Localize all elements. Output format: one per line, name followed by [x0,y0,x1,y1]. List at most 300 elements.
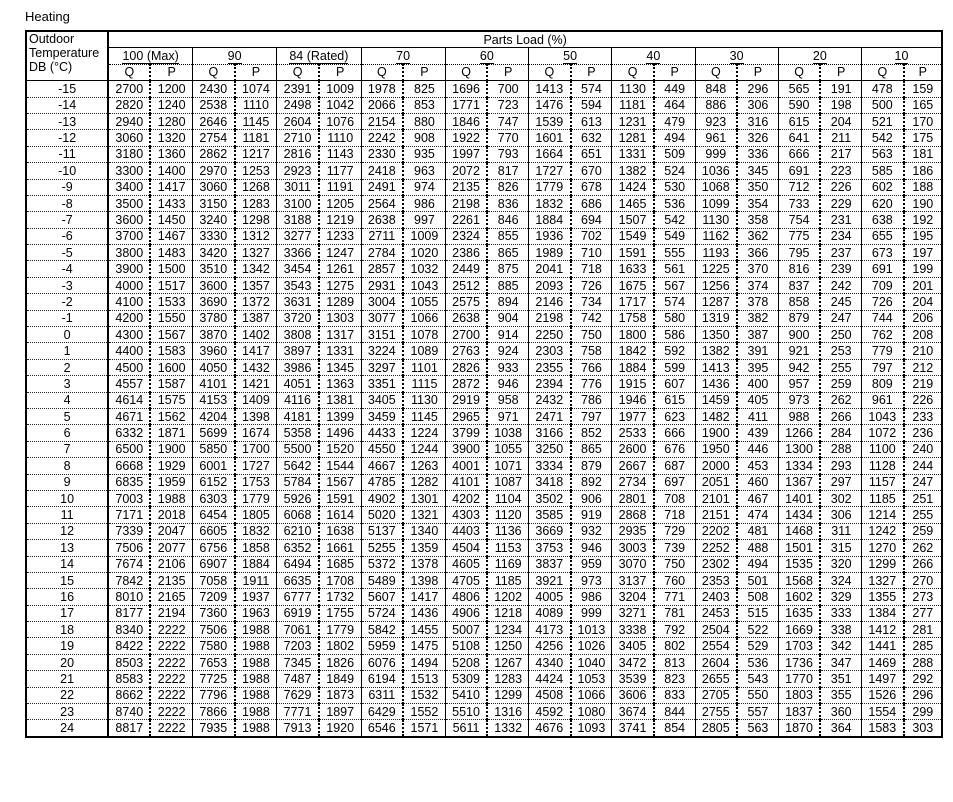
table-row [26,261,942,277]
p-cell: 2165 [150,589,192,605]
p-cell: 1562 [150,408,192,424]
p-cell: 986 [571,589,612,605]
p-cell: 259 [820,376,861,392]
q-cell: 1319 [695,310,737,326]
table-row [26,113,942,129]
load-header [277,48,361,64]
q-cell: 1355 [862,589,904,605]
p-cell: 854 [654,720,695,737]
p-cell: 208 [912,327,934,342]
q-cell: 1331 [612,146,654,162]
q-cell: 2198 [445,195,487,211]
q-cell: 762 [862,327,904,343]
q-cell: 4100 [108,294,150,310]
p-cell: 306 [737,97,778,113]
p-cell: 1233 [319,228,361,244]
q-cell: 3799 [445,425,487,441]
outdoor-temp-cell: 21 [26,671,108,687]
q-cell: 2700 [445,327,487,343]
q-cell: 7771 [277,704,319,720]
p-cell: 1552 [403,704,445,720]
p-cell: 1587 [150,376,192,392]
q-cell: 2432 [529,392,571,408]
q-cell: 3003 [612,540,654,556]
q-header: Q [695,64,737,80]
q-cell: 6907 [193,556,235,572]
q-cell: 4906 [445,605,487,621]
q-cell: 2711 [361,228,403,244]
q-cell: 3297 [361,359,403,375]
p-cell: 1700 [235,441,277,457]
load-header-label: 20 [812,48,827,63]
p-cell: 253 [820,343,861,359]
p-cell: 247 [820,310,861,326]
q-cell: 837 [778,277,820,293]
p-cell: 1130 [403,392,445,408]
q-cell: 7171 [108,507,150,523]
load-header-label: 90 [227,48,242,63]
q-cell: 1800 [612,327,654,343]
q-cell: 2093 [529,277,571,293]
outdoor-temp-cell: 10 [26,490,108,506]
p-cell: 338 [820,622,861,638]
p-cell: 336 [737,146,778,162]
q-cell: 2198 [529,310,571,326]
load-header-label: 84 (Rated) [289,48,349,63]
q-cell: 2403 [695,589,737,605]
outdoor-temp-cell: 9 [26,474,108,490]
q-cell: 2250 [529,327,571,343]
q-cell: 3100 [277,195,319,211]
p-cell: 1520 [319,441,361,457]
q-cell: 2391 [277,81,319,97]
q-cell: 942 [778,359,820,375]
p-cell: 914 [487,327,528,343]
q-cell: 2600 [612,441,654,457]
q-cell: 8177 [108,605,150,621]
q-cell: 1413 [529,81,571,97]
q-cell: 2604 [277,113,319,129]
load-header-label: 50 [563,48,578,63]
q-cell: 602 [862,179,904,195]
p-cell: 935 [403,146,445,162]
p-cell: 1080 [571,704,612,720]
db-unit-label: DB (°C) [29,60,73,74]
load-header [695,48,778,64]
table-row [26,474,942,490]
p-cell: 494 [737,556,778,572]
p-cell: 718 [654,507,695,523]
p-cell: 1263 [403,458,445,474]
p-cell: 262 [912,540,934,555]
q-cell: 1633 [612,261,654,277]
outdoor-temp-cell: 7 [26,441,108,457]
table-row [26,195,942,211]
q-cell: 3500 [108,195,150,211]
p-cell: 395 [737,359,778,375]
p-cell: 195 [912,229,934,244]
q-cell: 744 [862,310,904,326]
p-cell: 1779 [235,490,277,506]
q-cell: 3800 [108,245,150,261]
q-cell: 961 [695,130,737,146]
load-header [778,48,861,64]
outdoor-temp-cell: 2 [26,359,108,375]
q-cell: 3780 [193,310,235,326]
q-cell: 4001 [445,458,487,474]
q-header: Q [529,64,571,80]
q-cell: 521 [862,113,904,129]
q-cell: 5784 [277,474,319,490]
table-row [26,425,942,441]
p-cell: 474 [737,507,778,523]
q-cell: 1384 [862,605,904,621]
q-cell: 5500 [277,441,319,457]
p-cell: 326 [737,130,778,146]
load-header-label: 60 [479,48,494,63]
p-cell: 515 [737,605,778,621]
p-cell: 1009 [403,228,445,244]
q-cell: 2801 [612,490,654,506]
q-cell: 988 [778,408,820,424]
p-cell: 1417 [150,179,192,195]
p-cell: 1402 [235,327,277,343]
p-cell: 266 [912,557,934,572]
q-cell: 1382 [612,163,654,179]
outdoor-temp-cell: 8 [26,458,108,474]
p-cell: 971 [487,408,528,424]
p-cell: 1169 [487,556,528,572]
p-cell: 1043 [403,277,445,293]
q-cell: 1266 [778,425,820,441]
p-cell: 382 [737,310,778,326]
q-cell: 3600 [193,277,235,293]
p-cell: 509 [654,146,695,162]
q-cell: 3330 [193,228,235,244]
q-cell: 961 [862,392,904,408]
q-cell: 1181 [612,97,654,113]
p-cell: 210 [912,344,934,359]
outdoor-temp-cell: 14 [26,556,108,572]
p-cell: 159 [904,81,942,97]
q-cell: 2755 [695,704,737,720]
p-cell: 1282 [403,474,445,490]
p-cell: 718 [571,261,612,277]
q-cell: 1602 [778,589,820,605]
p-cell: 1988 [235,687,277,703]
table-row [26,654,942,670]
q-cell: 5108 [445,638,487,654]
p-cell: 1009 [319,81,361,97]
q-cell: 4806 [445,589,487,605]
q-cell: 6500 [108,441,150,457]
table-row [26,81,942,97]
p-cell: 342 [820,638,861,654]
q-cell: 4508 [529,687,571,703]
p-cell: 1544 [319,458,361,474]
outdoor-temp-cell: 5 [26,408,108,424]
p-cell: 1191 [319,179,361,195]
q-cell: 7203 [277,638,319,654]
p-cell: 285 [912,639,934,654]
p-cell: 223 [820,163,861,179]
q-cell: 816 [778,261,820,277]
p-cell: 192 [912,212,934,227]
q-cell: 2453 [695,605,737,621]
q-cell: 3543 [277,277,319,293]
p-cell: 697 [654,474,695,490]
p-cell: 1417 [235,343,277,359]
p-cell: 277 [912,606,934,621]
p-cell: 1600 [150,359,192,375]
q-cell: 1497 [862,671,904,687]
p-cell: 1331 [319,343,361,359]
q-cell: 7003 [108,490,150,506]
p-cell: 1321 [403,507,445,523]
p-cell: 1467 [150,228,192,244]
q-cell: 4200 [108,310,150,326]
q-cell: 6756 [193,540,235,556]
q-cell: 923 [695,113,737,129]
q-cell: 3338 [612,622,654,638]
outdoor-temp-cell: 11 [26,507,108,523]
p-cell: 329 [820,589,861,605]
q-cell: 886 [695,97,737,113]
p-cell: 1101 [403,359,445,375]
q-cell: 3150 [193,195,235,211]
p-cell: 1280 [150,113,192,129]
p-cell: 297 [820,474,861,490]
p-header: P [918,65,927,80]
q-cell: 999 [695,146,737,162]
q-cell: 5842 [361,622,403,638]
q-cell: 2041 [529,261,571,277]
p-cell: 1205 [319,195,361,211]
p-cell: 206 [912,311,934,326]
p-cell: 1145 [403,408,445,424]
q-cell: 2504 [695,622,737,638]
p-cell: 1218 [487,605,528,621]
q-cell: 3166 [529,425,571,441]
p-cell: 2222 [150,704,192,720]
p-cell: 1849 [319,671,361,687]
q-header: Q [445,64,487,80]
q-cell: 6152 [193,474,235,490]
q-cell: 2667 [612,458,654,474]
q-cell: 1549 [612,228,654,244]
q-cell: 2604 [695,654,737,670]
p-cell: 1317 [319,327,361,343]
q-cell: 2512 [445,277,487,293]
q-cell: 4671 [108,408,150,424]
q-cell: 6068 [277,507,319,523]
p-cell: 255 [820,359,861,375]
q-cell: 4101 [445,474,487,490]
p-cell: 2018 [150,507,192,523]
q-cell: 641 [778,130,820,146]
p-cell: 766 [571,359,612,375]
q-cell: 620 [862,195,904,211]
q-cell: 5926 [277,490,319,506]
p-cell: 1372 [235,294,277,310]
outdoor-temp-cell: -3 [26,277,108,293]
p-cell: 750 [571,327,612,343]
p-cell: 1381 [319,392,361,408]
p-cell: 670 [571,163,612,179]
p-cell: 946 [571,540,612,556]
q-cell: 500 [862,97,904,113]
p-cell: 1421 [235,376,277,392]
q-header: Q [361,64,403,80]
q-cell: 666 [778,146,820,162]
p-cell: 1494 [403,654,445,670]
q-cell: 1601 [529,130,571,146]
q-cell: 1099 [695,195,737,211]
q-cell: 3631 [277,294,319,310]
p-cell: 1074 [235,81,277,97]
q-cell: 2575 [445,294,487,310]
p-cell: 350 [737,179,778,195]
p-cell: 734 [571,294,612,310]
p-cell: 1802 [319,638,361,654]
table-row [26,343,942,359]
q-cell: 8583 [108,671,150,687]
p-header: P [235,64,277,80]
q-cell: 2923 [277,163,319,179]
q-cell: 3960 [193,343,235,359]
p-cell: 687 [654,458,695,474]
q-cell: 754 [778,212,820,228]
p-cell: 723 [487,97,528,113]
table-row [26,687,942,703]
q-cell: 1413 [695,359,737,375]
table-row [26,327,942,343]
p-cell: 1533 [150,294,192,310]
q-cell: 3753 [529,540,571,556]
q-cell: 3600 [108,212,150,228]
outdoor-temp-cell: -11 [26,146,108,162]
p-cell: 536 [737,654,778,670]
q-cell: 691 [778,163,820,179]
p-cell: 1929 [150,458,192,474]
p-cell: 1032 [403,261,445,277]
q-cell: 2151 [695,507,737,523]
q-cell: 5959 [361,638,403,654]
p-cell: 550 [737,687,778,703]
q-cell: 3011 [277,179,319,195]
q-cell: 6919 [277,605,319,621]
q-cell: 1703 [778,638,820,654]
p-cell: 1020 [403,245,445,261]
table-row [26,179,942,195]
q-cell: 8817 [108,720,150,737]
p-cell: 855 [487,228,528,244]
q-cell: 1482 [695,408,737,424]
p-cell: 481 [737,523,778,539]
p-cell: 999 [571,605,612,621]
p-cell: 973 [571,572,612,588]
q-cell: 3606 [612,687,654,703]
p-cell: 296 [737,81,778,97]
outdoor-temp-cell: 12 [26,523,108,539]
temperature-label: Temperature [29,46,100,60]
p-cell: 302 [820,490,861,506]
q-cell: 1281 [612,130,654,146]
p-cell: 245 [820,294,861,310]
q-cell: 2242 [361,130,403,146]
q-cell: 2000 [695,458,737,474]
q-cell: 3539 [612,671,654,687]
q-cell: 2734 [612,474,654,490]
q-cell: 6429 [361,704,403,720]
p-cell: 453 [737,458,778,474]
table-row [26,408,942,424]
q-cell: 1130 [695,212,737,228]
q-cell: 4676 [529,720,571,737]
p-cell: 508 [737,589,778,605]
p-cell: 170 [912,114,934,129]
p-cell: 1316 [487,704,528,720]
q-cell: 5358 [277,425,319,441]
p-cell: 2194 [150,605,192,621]
load-header-label: 70 [396,48,411,63]
load-header [862,48,943,64]
table-row [26,540,942,556]
outdoor-temp-cell: 0 [26,327,108,343]
q-cell: 5642 [277,458,319,474]
p-cell: 776 [571,376,612,392]
p-cell: 370 [737,261,778,277]
q-cell: 4005 [529,589,571,605]
p-cell: 879 [571,458,612,474]
q-cell: 4173 [529,622,571,638]
q-cell: 5007 [445,622,487,638]
q-cell: 2533 [612,425,654,441]
p-cell: 1332 [487,720,528,737]
q-cell: 3188 [277,212,319,228]
p-cell: 226 [820,179,861,195]
q-cell: 5020 [361,507,403,523]
q-cell: 1401 [778,490,820,506]
p-cell: 306 [820,507,861,523]
q-cell: 3669 [529,523,571,539]
q-cell: 6194 [361,671,403,687]
outdoor-temp-cell: -10 [26,163,108,179]
p-cell: 1897 [319,704,361,720]
q-cell: 7842 [108,572,150,588]
q-cell: 1476 [529,97,571,113]
p-cell: 1475 [403,638,445,654]
q-cell: 3720 [277,310,319,326]
q-cell: 3700 [108,228,150,244]
q-cell: 1950 [695,441,737,457]
load-header [529,48,612,64]
p-cell: 549 [654,228,695,244]
q-cell: 4256 [529,638,571,654]
table-row [26,277,942,293]
q-cell: 2868 [612,507,654,523]
q-cell: 4400 [108,343,150,359]
q-cell: 3837 [529,556,571,572]
p-cell: 1026 [571,638,612,654]
p-cell: 924 [487,343,528,359]
p-cell: 802 [654,638,695,654]
p-cell: 793 [487,146,528,162]
q-cell: 3351 [361,376,403,392]
p-cell: 1185 [487,572,528,588]
q-cell: 1771 [445,97,487,113]
p-cell: 391 [737,343,778,359]
